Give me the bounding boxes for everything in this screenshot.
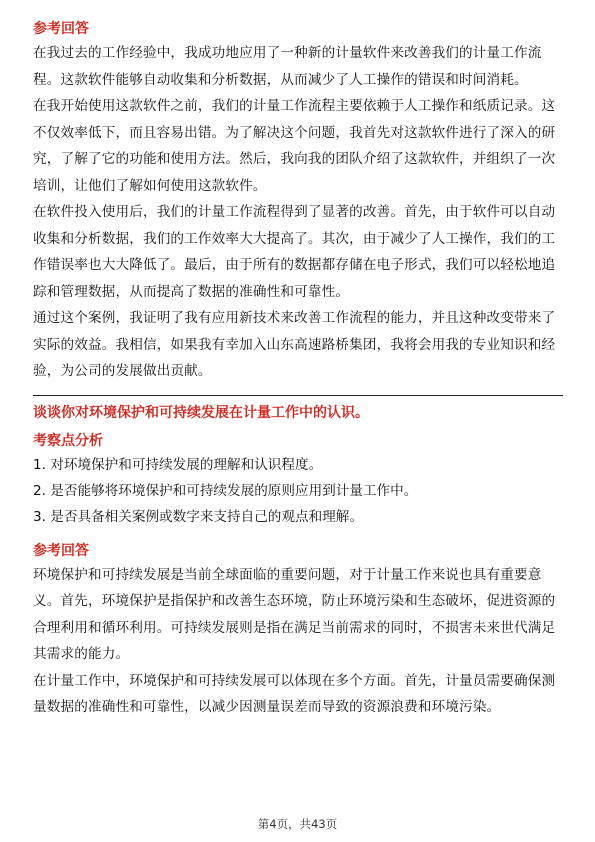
answer-heading: 参考回答 [33, 542, 89, 559]
answer-paragraph: 环境保护和可持续发展是当前全球面临的重要问题，对于计量工作来说也具有重要意义。首先，环境保护是指保护和改善生态环境，防止环境污染和生态破坏，促进资源的合理利用和循环利用。可持续发展则是指在满足当前需求的同时，不损害未来世代满足其需求的能力。 [33, 566, 556, 662]
document-page [33, 18, 563, 721]
page-number: 第4页，共43页 [257, 817, 338, 831]
section-divider [33, 395, 563, 396]
answer-paragraph: 在软件投入使用后，我们的计量工作流程得到了显著的改善。首先，由于软件可以自动收集和分析数据，我们的工作效率大大提高了。其次，由于减少了人工操作，我们的工作错误率也大大降低了。最后，由于所有的数据都存储在电子形式，我们可以轻松地追踪和管理数据，从而提高了数据的准确性和可靠性。 [33, 204, 556, 300]
answer-section-1 [33, 18, 563, 385]
answer-paragraph: 在我开始使用这款软件之前，我们的计量工作流程主要依赖于人工操作和纸质记录。这不仅效率低下，而且容易出错。为了解决这个问题，我首先对这款软件进行了深入的研究，了解了它的功能和使用方法。然后，我向我的团队介绍了这款软件，并组织了一次培训，让他们了解如何使用这款软件。 [33, 98, 556, 194]
answer-paragraph: 在我过去的工作经验中，我成功地应用了一种新的计量软件来改善我们的计量工作流程。这款软件能够自动收集和分析数据，从而减少了人工操作的错误和时间消耗。 [33, 45, 542, 88]
analysis-item: 3. 是否具备相关案例或数字来支持自己的观点和理解。 [33, 508, 363, 525]
analysis-section [33, 430, 563, 530]
analysis-item: 1. 对环境保护和可持续发展的理解和认识程度。 [33, 456, 323, 473]
answer-section-2 [33, 540, 563, 721]
analysis-item: 2. 是否能够将环境保护和可持续发展的原则应用到计量工作中。 [33, 482, 418, 499]
answer-paragraph: 在计量工作中，环境保护和可持续发展可以体现在多个方面。首先，计量员需要确保测量数据的准确性和可靠性，以减少因测量误差而导致的资源浪费和环境污染。 [33, 672, 556, 715]
answer-paragraph: 通过这个案例，我证明了我有应用新技术来改善工作流程的能力，并且这种改变带来了实际的效益。我相信，如果我有幸加入山东高速路桥集团，我将会用我的专业知识和经验，为公司的发展做出贡献。 [33, 310, 556, 379]
answer-heading: 参考回答 [33, 21, 89, 37]
question-title: 谈谈你对环境保护和可持续发展在计量工作中的认识。 [33, 404, 369, 421]
analysis-heading: 考察点分析 [33, 432, 103, 449]
